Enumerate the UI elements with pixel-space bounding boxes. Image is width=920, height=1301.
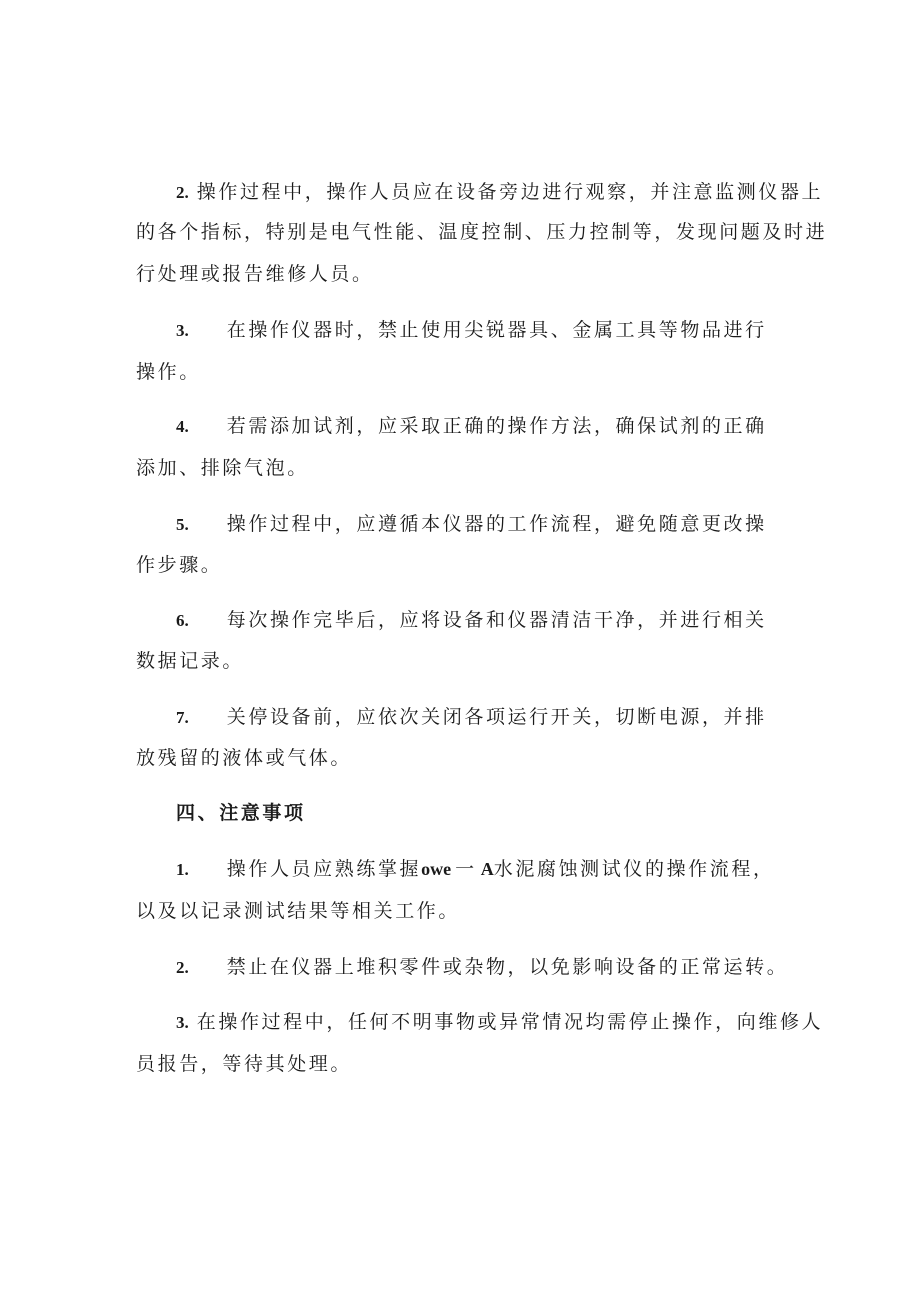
op-item-2-text-1: 操作过程中，操作人员应在设备旁边进行观察，并注意监测仪器上 — [196, 181, 824, 203]
op-item-7-line-2: 放残留的液体或气体。 — [136, 747, 353, 769]
note-item-1-model-letter: A — [480, 859, 494, 879]
section-heading: 四、注意事项 — [176, 802, 306, 824]
op-item-2-line-3: 行处理或报告维修人员。 — [136, 263, 374, 285]
note-item-1-line-1 — [176, 857, 775, 881]
op-item-4-text-1: 若需添加试剂，应采取正确的操作方法，确保试剂的正确 — [226, 415, 767, 437]
op-item-2-number: 2. — [176, 183, 189, 202]
note-item-1-text-post: 水泥腐蚀测试仪的操作流程， — [493, 858, 775, 880]
note-item-2-line-1 — [176, 955, 788, 979]
op-item-4-line-2: 添加、排除气泡。 — [136, 457, 309, 479]
note-item-3-number: 3. — [176, 1013, 189, 1032]
note-item-1-model-code: owe — [421, 859, 452, 879]
op-item-6-number: 6. — [176, 611, 189, 630]
op-item-3-line-1 — [176, 318, 767, 342]
op-item-3-number: 3. — [176, 321, 189, 340]
op-item-7-line-1 — [176, 705, 767, 729]
op-item-5-text-1: 操作过程中，应遵循本仪器的工作流程，避免随意更改操 — [226, 513, 767, 535]
op-item-4-number: 4. — [176, 417, 189, 436]
op-item-5-number: 5. — [176, 515, 189, 534]
op-item-2-line-2: 的各个指标，特别是电气性能、温度控制、压力控制等，发现问题及时进 — [136, 221, 828, 243]
op-item-7-text-1: 关停设备前，应依次关闭各项运行开关，切断电源，并排 — [226, 706, 767, 728]
op-item-3-text-1: 在操作仪器时，禁止使用尖锐器具、金属工具等物品进行 — [226, 319, 767, 341]
note-item-2-text-1: 禁止在仪器上堆积零件或杂物，以免影响设备的正常运转。 — [226, 956, 789, 978]
note-item-3-text-1: 在操作过程中，任何不明事物或异常情况均需停止操作，向维修人 — [196, 1011, 824, 1033]
note-item-1-text-pre: 操作人员应熟练掌握 — [226, 858, 422, 880]
op-item-7-number: 7. — [176, 708, 189, 727]
op-item-4-line-1 — [176, 414, 767, 438]
note-item-1-number: 1. — [176, 860, 189, 879]
op-item-2-line-1 — [176, 180, 823, 204]
note-item-2-number: 2. — [176, 958, 189, 977]
note-item-1-line-2: 以及以记录测试结果等相关工作。 — [136, 900, 461, 922]
op-item-6-line-2: 数据记录。 — [136, 650, 245, 672]
op-item-6-line-1 — [176, 608, 767, 632]
note-item-3-line-2: 员报告，等待其处理。 — [136, 1053, 353, 1075]
op-item-6-text-1: 每次操作完毕后，应将设备和仪器清洁干净，并进行相关 — [226, 609, 767, 631]
note-item-3-line-1 — [176, 1010, 823, 1034]
op-item-5-line-2: 作步骤。 — [136, 554, 223, 576]
op-item-3-line-2: 操作。 — [136, 361, 201, 383]
note-item-1-dash: 一 — [455, 858, 477, 880]
op-item-5-line-1 — [176, 512, 767, 536]
